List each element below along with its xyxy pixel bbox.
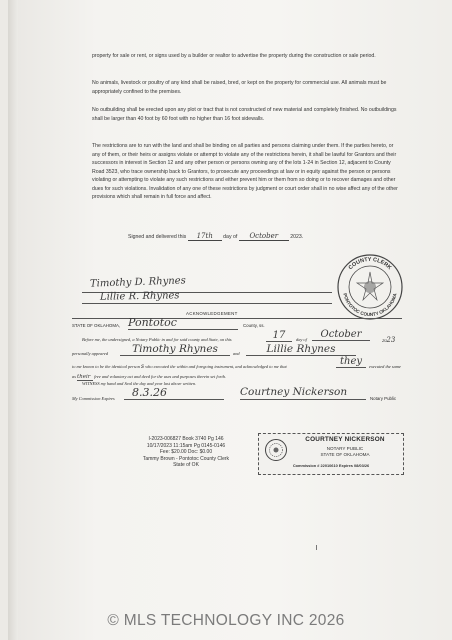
ack-before-me: Before me, the undersigned, a Notary Public in and for said county and State, on this (82, 337, 232, 342)
ack-name-timothy: Timothy Rhynes (120, 343, 230, 356)
ack-known-prefix: to me known to be the identical person (72, 364, 140, 369)
paragraph-restrictions: The restrictions are to run with the land and shall be binding on all parties and persons claiming under them. If the parties hereto, or any of them, or their heirs or assigns violate or attempt to violate any of the restrictions herein, it shall be lawful for Grantors and their successors in interest in Section 12 and any other person or persons owning any of the lots 1-24 in Section 12, adjacent to County Road 3523, who trace ownership back to Grantors, to prosecute any proceedings at law or in equity against the person or persons violating or attempting to violate any such restrictions and either prevent him or them from so doing or to recover damages and other dues for such violations. Invalidation of any one of these restrictions by judgment or court order shall in no wise affect any of the other provisions which shall remain in full force and affect. (92, 143, 398, 200)
signed-month-handwritten: October (239, 233, 289, 241)
recording-line-1: I-2023-006827 Book 3740 Pg 146 (148, 436, 224, 442)
ack-as-handwritten: their (77, 374, 93, 381)
signature-lillie: Lillie R. Rhynes (99, 290, 180, 303)
signature-timothy: Timothy D. Rhynes (89, 275, 186, 290)
recording-line-3: Fee: $20.00 Doc: $0.00 (159, 449, 213, 456)
seal-top-text: COUNTY CLERK (347, 256, 393, 272)
ack-witness: WITNESS my hand and Seal the day and year last above written. (82, 381, 197, 386)
signed-prefix: Signed and delivered this (128, 234, 187, 240)
acknowledgement-heading: ACKNOWLEDGEMENT (186, 311, 238, 316)
ack-year-line (382, 337, 395, 344)
signature-line-2 (82, 303, 332, 304)
ack-known-suffix: who executed the within and foregoing instrument, and acknowledged to me that (145, 364, 287, 369)
ack-name-lillie: Lillie Rhynes (246, 343, 356, 356)
ack-personally-appeared: personally appeared (72, 351, 109, 356)
ack-commission-handwritten: 8.3.26 (124, 386, 224, 400)
ack-and: and (233, 351, 240, 356)
paragraph-advertising: property for sale or rent, or signs used by a builder or realtor to advertise the property during the construction or sale period. (92, 53, 376, 59)
recording-line-4: Tammy Brown - Pontotoc County Clerk (142, 455, 230, 462)
ack-day-of: day of (296, 337, 307, 342)
signed-delivered-line (128, 233, 303, 241)
recording-info (122, 436, 250, 469)
ack-day-handwritten: 17 (266, 330, 292, 342)
ack-year-prefix: 20 (382, 338, 387, 343)
ack-free-act: free and voluntary act and deed for the uses and purposes therein set forth. (94, 374, 226, 379)
paragraph-animals: No animals, livestock or poultry of any kind shall be raised, bred, or kept on the property for commercial use. All animals must be appropriately confined to the premises. (92, 80, 387, 95)
paragraph-outbuildings: No outbuilding shall be erected upon any plot or tract that is not constructed of new material and completely finished. No outbuildings shall be larger than 40 foot by 60 foot with no higher than 16 foot sidewalls. (92, 107, 397, 122)
recording-line-2: 10/17/2023 11:15am Pg 0145-0146 (146, 442, 226, 449)
watermark: © MLS TECHNOLOGY INC 2026 (107, 612, 345, 629)
ack-year-handwritten: 23 (386, 336, 396, 344)
ack-known-s: s (141, 363, 145, 370)
signed-year: 2023. (290, 234, 304, 240)
ack-commission-label: My Commission Expires (72, 396, 115, 401)
page-edge-shadow (8, 0, 18, 640)
notary-stamp-name: COURTNEY NICKERSON (305, 436, 385, 443)
signed-day-of: day of (223, 234, 238, 240)
notary-signature: Courtney Nickerson (240, 386, 366, 400)
signed-day-handwritten: 17th (188, 233, 222, 241)
ack-county-label: County, ss. (243, 323, 265, 328)
ack-month-handwritten: October (312, 329, 370, 341)
ack-as-prefix: as (72, 374, 76, 379)
ack-state: STATE OF OKLAHOMA, (72, 323, 121, 328)
county-clerk-seal (336, 253, 404, 321)
ack-county-handwritten: Pontotoc (128, 317, 238, 330)
notary-stamp-commission: Commission # 22010610 Expires 08/03/26 (292, 463, 370, 468)
recording-line-5: State of OK (173, 462, 199, 469)
notary-stamp-line2: STATE OF OKLAHOMA (320, 452, 370, 457)
seal-bottom-text: PONTOTOC COUNTY OKLAHOMA (342, 292, 398, 318)
ack-they-handwritten: they (336, 356, 366, 368)
notary-seal-icon (264, 438, 288, 462)
ack-notary-label: Notary Public (370, 396, 397, 401)
notary-stamp-line1: NOTARY PUBLIC (326, 446, 364, 451)
ack-free-act-line (72, 374, 226, 381)
ack-executed-same: executed the same (369, 364, 401, 369)
ack-known-line (72, 364, 287, 370)
page-mark (316, 545, 317, 550)
notary-stamp (258, 433, 404, 475)
